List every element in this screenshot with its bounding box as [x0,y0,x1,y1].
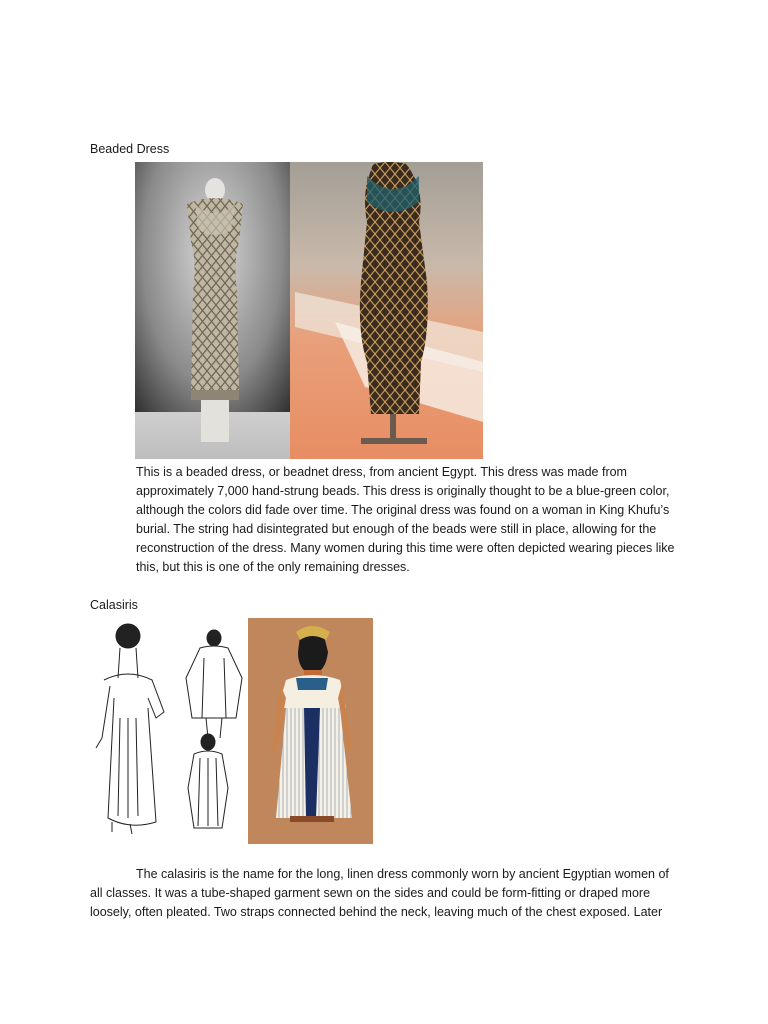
section-heading-beaded-dress: Beaded Dress [90,142,170,156]
paragraph-calasiris [90,865,680,922]
paragraph-beaded-dress: This is a beaded dress, or beadnet dress, from ancient Egypt. This dress was made from approximately 7,000 hand-strung beads. This dress is originally thought to be a blue-green color, although the colors did fade over time. The original dress was found on a woman in King Khufu’s burial. The string had disintegrated but enough of the beads were still in place, allowing for the reconstruction of the dress. Many women during this time were often depicted wearing pieces like this, but this is one of the only remaining dresses. [136,465,675,574]
beaded-dress-photo [135,162,483,459]
paragraph-calasiris-text: The calasiris is the name for the long, linen dress commonly worn by ancient Egyptian women of all classes. It was a tube-shaped garment sewn on the sides and could be form-fitting or draped more loosely, often pleated. Two straps connected behind the neck, leaving much of the chest exposed. Later [90,867,669,919]
section-heading-calasiris: Calasiris [90,598,138,612]
calasiris-illustration [90,618,373,844]
